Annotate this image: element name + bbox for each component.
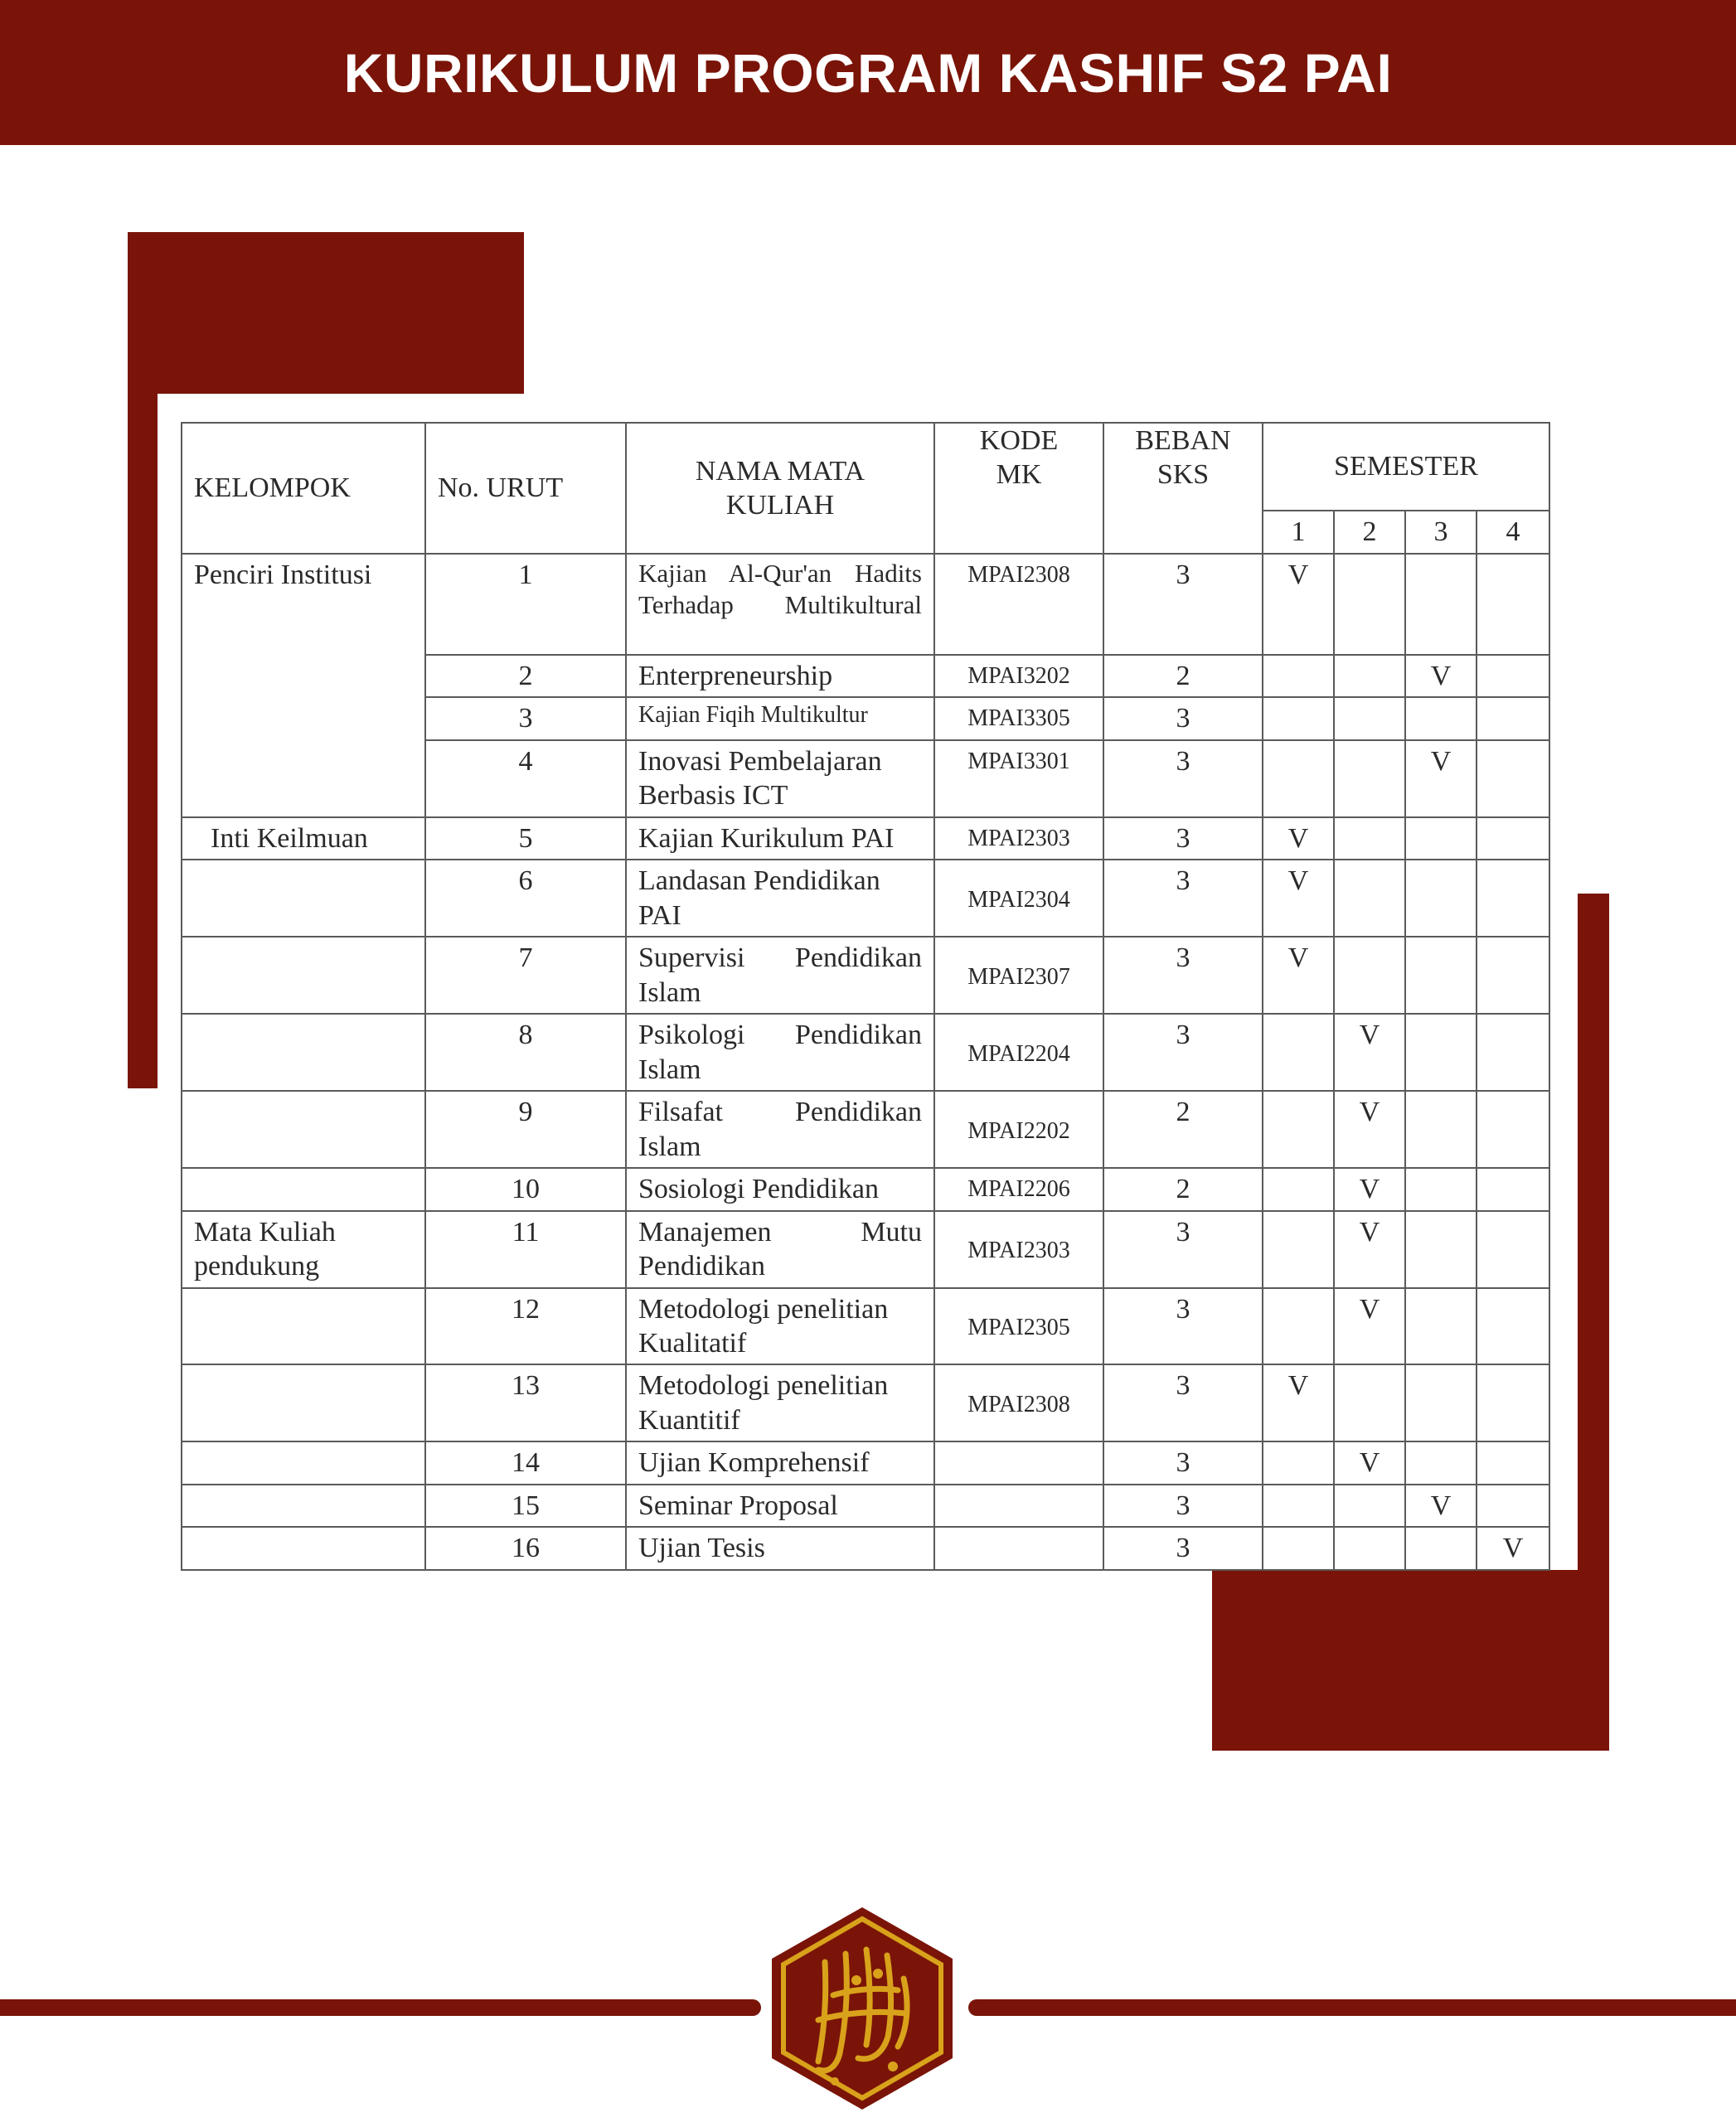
kelompok-cell [182,1288,425,1365]
nama-cell-text: Psikologi Pendidikan Islam [638,1020,922,1085]
header-nama-mata-kuliah: NAMA MATA KULIAH [626,423,934,554]
semester-3-cell [1405,1288,1477,1365]
semester-4-cell [1477,1168,1549,1210]
semester-3-cell [1405,1211,1477,1288]
semester-2-cell [1334,554,1405,655]
sks-cell: 3 [1103,1485,1263,1527]
no-cell: 12 [425,1288,626,1365]
semester-1-cell [1263,1211,1334,1288]
sks-cell: 3 [1103,1527,1263,1569]
sks-cell: 2 [1103,655,1263,697]
kelompok-cell [182,1527,425,1569]
kode-cell [934,1527,1103,1569]
no-cell: 8 [425,1014,626,1091]
semester-1-cell: V [1263,554,1334,655]
nama-cell [626,554,934,655]
no-cell: 4 [425,740,626,817]
nama-cell: Kajian Fiqih Multikultur [626,697,934,739]
kelompok-cell: Mata Kuliah pendukung [182,1211,425,1288]
semester-3-cell [1405,860,1477,937]
kode-cell: MPAI2303 [934,1211,1103,1288]
decorative-block-top-left [128,232,524,394]
semester-4-cell [1477,554,1549,655]
semester-4-cell [1477,655,1549,697]
nama-cell-text: Supervisi Pendidikan Islam [638,942,922,1008]
sks-cell: 3 [1103,697,1263,739]
no-cell: 9 [425,1091,626,1168]
table-row [182,860,1549,937]
nama-cell [626,1091,934,1168]
nama-cell: Inovasi Pembelajaran Berbasis ICT [626,740,934,817]
semester-1-cell: V [1263,860,1334,937]
semester-4-cell [1477,1485,1549,1527]
header-semester-4: 4 [1477,511,1549,554]
semester-2-cell [1334,740,1405,817]
kelompok-cell [182,1364,425,1441]
kode-cell: MPAI3305 [934,697,1103,739]
header-kelompok: KELOMPOK [182,423,425,554]
no-cell: 16 [425,1527,626,1569]
nama-cell [626,937,934,1014]
nama-cell-text: Kajian Al-Qur'an Hadits Terhadap Multikultural [638,559,922,619]
semester-1-cell [1263,1485,1334,1527]
no-cell: 3 [425,697,626,739]
semester-3-cell [1405,937,1477,1014]
kelompok-cell [182,1091,425,1168]
semester-1-cell [1263,655,1334,697]
footer-divider-right [968,1999,1736,2016]
decorative-bar-left [128,232,158,1088]
header-semester: SEMESTER [1263,423,1549,511]
nama-cell: Kajian Kurikulum PAI [626,817,934,860]
semester-4-cell [1477,740,1549,817]
sks-cell: 2 [1103,1091,1263,1168]
kode-cell: MPAI2305 [934,1288,1103,1365]
kode-cell [934,1485,1103,1527]
table-row [182,1091,1549,1168]
no-cell: 10 [425,1168,626,1210]
table-row [182,1211,1549,1288]
table-row [182,937,1549,1014]
page-header [0,0,1736,145]
nama-cell [626,1014,934,1091]
semester-2-cell: V [1334,1441,1405,1484]
table-row [182,1485,1549,1527]
semester-1-cell: V [1263,1364,1334,1441]
semester-4-cell [1477,1091,1549,1168]
footer-divider-left [0,1999,761,2016]
nama-cell [626,1211,934,1288]
semester-2-cell: V [1334,1091,1405,1168]
no-cell: 5 [425,817,626,860]
sks-cell: 3 [1103,860,1263,937]
semester-3-cell [1405,1364,1477,1441]
arabic-calligraphy-logo-icon [767,1904,958,2111]
semester-1-cell [1263,1091,1334,1168]
semester-3-cell [1405,554,1477,655]
semester-3-cell: V [1405,1485,1477,1527]
semester-3-cell: V [1405,655,1477,697]
page-title: KURIKULUM PROGRAM KASHIF S2 PAI [343,41,1393,104]
semester-2-cell: V [1334,1168,1405,1210]
sks-cell: 3 [1103,1288,1263,1365]
curriculum-table [181,422,1550,1571]
sks-cell: 3 [1103,1441,1263,1484]
semester-2-cell [1334,937,1405,1014]
curriculum-table-container [181,422,1549,1564]
no-cell: 11 [425,1211,626,1288]
no-cell: 7 [425,937,626,1014]
header-beban-sks: BEBAN SKS [1103,423,1263,554]
semester-2-cell [1334,817,1405,860]
kode-cell: MPAI2307 [934,937,1103,1014]
semester-2-cell [1334,1485,1405,1527]
semester-2-cell [1334,1527,1405,1569]
kelompok-cell: Penciri Institusi [182,554,425,817]
semester-2-cell [1334,1364,1405,1441]
no-cell: 14 [425,1441,626,1484]
semester-4-cell [1477,937,1549,1014]
kode-cell [934,1441,1103,1484]
header-semester-3: 3 [1405,511,1477,554]
table-row [182,1441,1549,1484]
sks-cell: 3 [1103,1364,1263,1441]
nama-cell: Metodologi penelitian Kualitatif [626,1288,934,1365]
table-row [182,1288,1549,1365]
kode-cell: MPAI2308 [934,554,1103,655]
semester-1-cell [1263,1014,1334,1091]
no-cell: 6 [425,860,626,937]
no-cell: 15 [425,1485,626,1527]
semester-4-cell: V [1477,1527,1549,1569]
kelompok-cell [182,1485,425,1527]
semester-3-cell: V [1405,740,1477,817]
sks-cell: 3 [1103,554,1263,655]
semester-4-cell [1477,697,1549,739]
semester-2-cell: V [1334,1288,1405,1365]
nama-cell-text: Filsafat Pendidikan Islam [638,1097,922,1162]
kode-cell: MPAI2202 [934,1091,1103,1168]
header-kode-mk: KODE MK [934,423,1103,554]
nama-cell: Seminar Proposal [626,1485,934,1527]
kode-cell: MPAI2304 [934,860,1103,937]
kode-cell: MPAI2303 [934,817,1103,860]
table-row [182,817,1549,860]
semester-3-cell [1405,1091,1477,1168]
kode-cell: MPAI3301 [934,740,1103,817]
sks-cell: 3 [1103,1211,1263,1288]
semester-4-cell [1477,1014,1549,1091]
kode-cell: MPAI3202 [934,655,1103,697]
nama-cell: Ujian Komprehensif [626,1441,934,1484]
header-semester-1: 1 [1263,511,1334,554]
semester-1-cell [1263,1288,1334,1365]
table-row [182,1168,1549,1210]
kode-cell: MPAI2308 [934,1364,1103,1441]
semester-3-cell [1405,697,1477,739]
kelompok-cell [182,1168,425,1210]
sks-cell: 3 [1103,740,1263,817]
sks-cell: 3 [1103,817,1263,860]
sks-cell: 3 [1103,1014,1263,1091]
semester-1-cell [1263,740,1334,817]
semester-1-cell [1263,1168,1334,1210]
semester-1-cell: V [1263,817,1334,860]
semester-3-cell [1405,817,1477,860]
semester-4-cell [1477,860,1549,937]
no-cell: 2 [425,655,626,697]
table-row [182,554,1549,655]
semester-3-cell [1405,1168,1477,1210]
semester-3-cell [1405,1527,1477,1569]
semester-3-cell [1405,1014,1477,1091]
semester-2-cell: V [1334,1014,1405,1091]
kelompok-cell: Inti Keilmuan [182,817,425,860]
nama-cell: Metodologi penelitian Kuantitif [626,1364,934,1441]
no-cell: 13 [425,1364,626,1441]
semester-4-cell [1477,1288,1549,1365]
table-row [182,1014,1549,1091]
sks-cell: 2 [1103,1168,1263,1210]
table-row [182,1364,1549,1441]
sks-cell: 3 [1103,937,1263,1014]
semester-4-cell [1477,1364,1549,1441]
header-semester-2: 2 [1334,511,1405,554]
semester-2-cell: V [1334,1211,1405,1288]
semester-2-cell [1334,697,1405,739]
semester-3-cell [1405,1441,1477,1484]
semester-1-cell [1263,697,1334,739]
kelompok-cell [182,1014,425,1091]
nama-cell: Ujian Tesis [626,1527,934,1569]
semester-4-cell [1477,817,1549,860]
semester-2-cell [1334,860,1405,937]
kelompok-cell [182,937,425,1014]
header-no-urut: No. URUT [425,423,626,554]
no-cell: 1 [425,554,626,655]
nama-cell: Enterpreneurship [626,655,934,697]
kode-cell: MPAI2204 [934,1014,1103,1091]
semester-1-cell [1263,1441,1334,1484]
kode-cell: MPAI2206 [934,1168,1103,1210]
nama-cell: Landasan Pendidikan PAI [626,860,934,937]
semester-2-cell [1334,655,1405,697]
decorative-block-bottom-right [1212,1570,1609,1751]
semester-4-cell [1477,1211,1549,1288]
kelompok-cell [182,860,425,937]
kelompok-cell [182,1441,425,1484]
nama-cell: Sosiologi Pendidikan [626,1168,934,1210]
semester-1-cell: V [1263,937,1334,1014]
table-row [182,1527,1549,1569]
semester-1-cell [1263,1527,1334,1569]
nama-cell-text: Manajemen Mutu Pendidikan [638,1216,922,1282]
semester-4-cell [1477,1441,1549,1484]
